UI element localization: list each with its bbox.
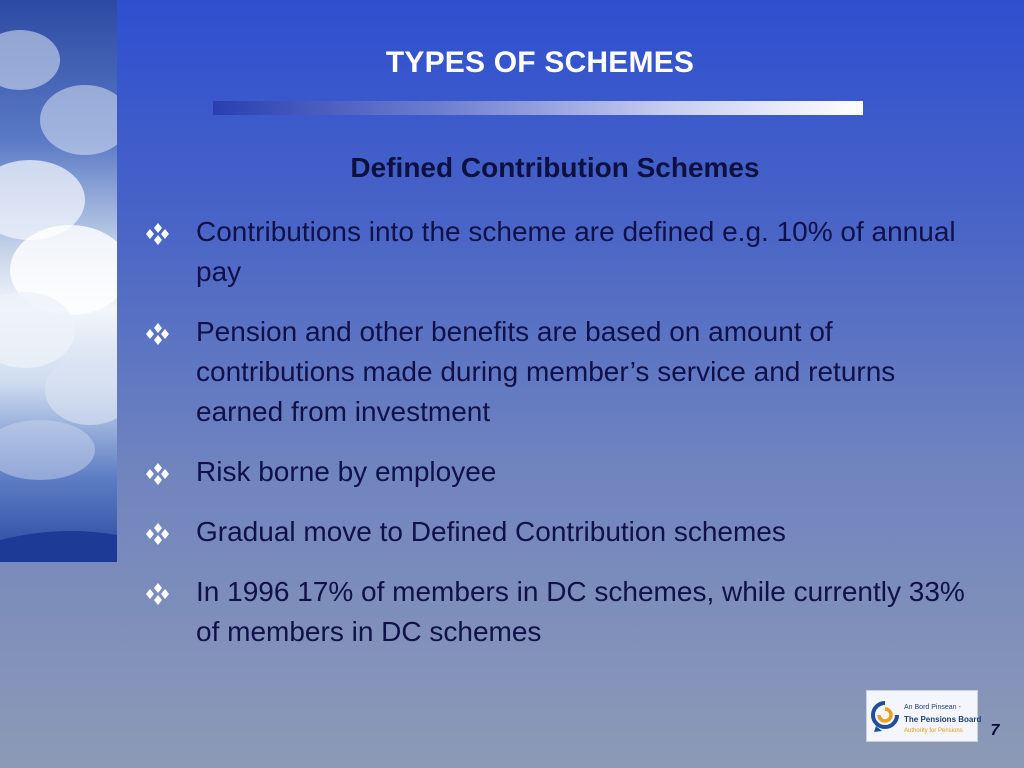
four-diamond-bullet-icon [145, 463, 171, 485]
page-number: 7 [990, 722, 1000, 739]
bullet-text: Pension and other benefits are based on amount of contributions made during member’s service and returns earned from investment [196, 316, 896, 427]
four-diamond-bullet-icon [145, 583, 171, 605]
four-diamond-bullet-icon [145, 323, 171, 345]
pensions-board-logo [866, 690, 982, 742]
bullet-text: Contributions into the scheme are defined e.g. 10% of annual pay [196, 216, 956, 287]
bullet-item [145, 512, 965, 552]
title-underline-bar [213, 101, 863, 115]
four-diamond-bullet-icon [145, 523, 171, 545]
slide-title: TYPES OF SCHEMES [385, 46, 695, 79]
sky-clouds-image [0, 0, 117, 562]
section-heading: Defined Contribution Schemes [350, 152, 760, 183]
four-diamond-bullet-icon [145, 223, 171, 245]
bullet-list [145, 212, 965, 672]
bullet-item [145, 572, 965, 652]
bullet-text: In 1996 17% of members in DC schemes, while currently 33% of members in DC schemes [196, 576, 965, 647]
pensions-board-logo-icon [870, 700, 900, 734]
logo-line-name: The Pensions Board [904, 715, 982, 724]
bullet-text: Gradual move to Defined Contribution schemes [196, 516, 786, 547]
bullet-item [145, 452, 965, 492]
bullet-text: Risk borne by employee [196, 456, 497, 487]
bullet-item [145, 312, 965, 432]
logo-line-tagline: Authority for Pensions [904, 728, 963, 734]
logo-line-irish: An Bord Pinsean - [904, 704, 961, 711]
bullet-item [145, 212, 965, 292]
